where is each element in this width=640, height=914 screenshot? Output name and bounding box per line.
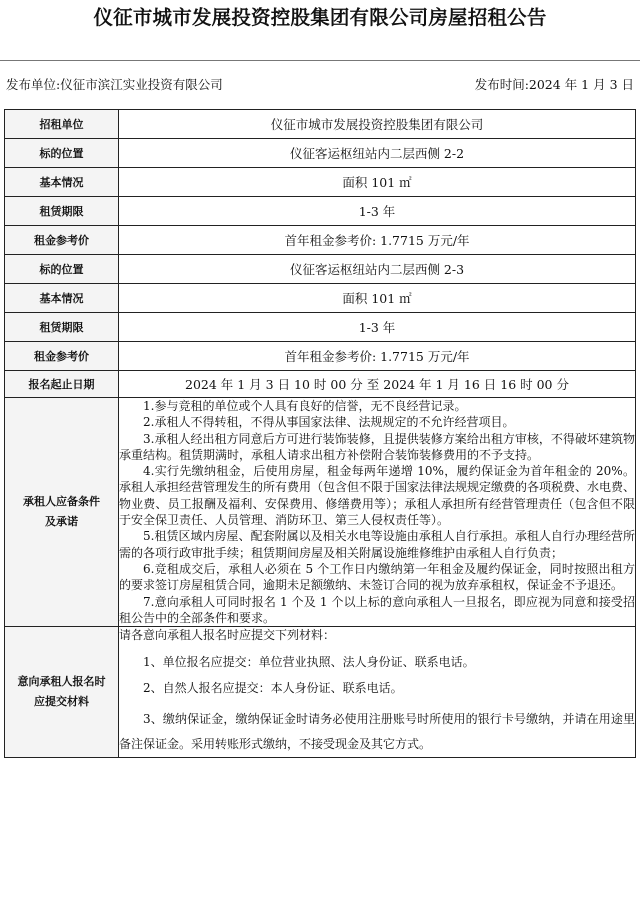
table-row bbox=[5, 371, 636, 398]
row-value: 仪征市城市发展投资控股集团有限公司 bbox=[119, 110, 636, 139]
table-row bbox=[5, 342, 636, 371]
table-row bbox=[5, 284, 636, 313]
publish-date: 2024 年 1 月 3 日 bbox=[528, 77, 634, 92]
condition-item: 1.参与竞租的单位或个人具有良好的信誉，无不良经营记录。 bbox=[143, 399, 467, 413]
conditions-label-line: 及承诺 bbox=[45, 515, 78, 529]
table-row bbox=[5, 313, 636, 342]
materials-label-line: 意向承租人报名时 bbox=[17, 674, 106, 688]
row-label: 标的位置 bbox=[5, 255, 119, 284]
table-row bbox=[5, 226, 636, 255]
row-value: 1-3 年 bbox=[119, 313, 636, 342]
material-item: 2、自然人报名应提交：本人身份证、联系电话。 bbox=[143, 681, 403, 696]
row-value: 1-3 年 bbox=[119, 197, 636, 226]
row-label: 招租单位 bbox=[5, 110, 119, 139]
table-row bbox=[5, 139, 636, 168]
table-row bbox=[5, 110, 636, 139]
row-label: 基本情况 bbox=[5, 284, 119, 313]
rental-info-table bbox=[4, 109, 636, 758]
materials-label-line: 应提交材料 bbox=[34, 694, 89, 708]
row-value: 首年租金参考价: 1.7715 万元/年 bbox=[119, 342, 636, 371]
row-label: 租金参考价 bbox=[5, 342, 119, 371]
page-title: 仪征市城市发展投资控股集团有限公司房屋招租公告 bbox=[93, 6, 547, 29]
row-value: 面积 101 ㎡ bbox=[119, 168, 636, 197]
row-label: 租赁期限 bbox=[5, 197, 119, 226]
date-label: 发布时间: bbox=[474, 77, 529, 92]
publisher-label: 发布单位: bbox=[6, 77, 61, 92]
condition-item: 6.竞租成交后，承租人必须在 5 个工作日内缴纳第一年租金及履约保证金，同时按照出租方的要求签订房屋租赁合同，逾期未足额缴纳、未签订合同的视为放弃承租权，保证金不予退还。 bbox=[119, 561, 635, 593]
row-label: 标的位置 bbox=[5, 139, 119, 168]
publisher-info bbox=[6, 75, 223, 93]
conditions-label-line: 承租人应备条件 bbox=[23, 495, 100, 509]
row-label: 报名起止日期 bbox=[5, 371, 119, 398]
row-value: 面积 101 ㎡ bbox=[119, 284, 636, 313]
publish-date-info bbox=[475, 75, 634, 93]
material-item: 3、缴纳保证金，缴纳保证金时请务必使用注册账号时所使用的银行卡号缴纳，并请在用途里备注保证金。采用转账形式缴纳，不接受现金及其它方式。 bbox=[119, 711, 635, 751]
table-row bbox=[5, 197, 636, 226]
publisher-name: 仪征市滨江实业投资有限公司 bbox=[60, 77, 223, 92]
condition-item: 3.承租人经出租方同意后方可进行装饰装修，且提供装修方案给出租方审核，不得破坏建筑物承重结构。租赁期满时，承租人请求出租方补偿附合装饰装修费用的不予支持。 bbox=[119, 431, 635, 462]
condition-item: 2.承租人不得转租，不得从事国家法律、法规规定的不允许经营项目。 bbox=[143, 415, 515, 430]
materials-intro: 请各意向承租人报名时应提交下列材料： bbox=[119, 628, 336, 643]
material-item: 1、单位报名应提交：单位营业执照、法人身份证、联系电话。 bbox=[143, 654, 475, 669]
materials-label bbox=[5, 627, 119, 758]
condition-item: 5.租赁区域内房屋、配套附属以及相关水电等设施由承租人自行承担。承租人自行办理经营所需的各项行政审批手续；租赁期间房屋及相关附属设施维修维护由承租人自行负责； bbox=[119, 529, 635, 560]
materials-content bbox=[119, 627, 636, 758]
table-row bbox=[5, 255, 636, 284]
row-label: 基本情况 bbox=[5, 168, 119, 197]
condition-item: 7.意向承租人可同时报名 1 个及 1 个以上标的意向承租人一旦报名，即应视为同意和接受招租公告中的全部条件和要求。 bbox=[119, 594, 635, 625]
conditions-row bbox=[5, 398, 636, 627]
row-label: 租赁期限 bbox=[5, 313, 119, 342]
condition-item: 4.实行先缴纳租金，后使用房屋，租金每两年递增 10%，履约保证金为首年租金的 20%。承租人承担经营管理发生的所有费用（包含但不限于国家法律法规规定缴费的各项税费、水电费、物业费、员工报酬及福利、安保费用、修缮费用等）；承租人承担所有经营管理责任（包含但不限于安全保卫责任、人员管理、消防环卫、第三人侵权责任等）。 bbox=[119, 464, 636, 528]
title-divider bbox=[0, 60, 640, 61]
table-row bbox=[5, 168, 636, 197]
conditions-content bbox=[119, 398, 636, 627]
row-value: 2024 年 1 月 3 日 10 时 00 分 至 2024 年 1 月 16 日 16 时 00 分 bbox=[119, 371, 636, 398]
materials-row bbox=[5, 627, 636, 758]
conditions-label bbox=[5, 398, 119, 627]
row-value: 首年租金参考价: 1.7715 万元/年 bbox=[119, 226, 636, 255]
row-value: 仪征客运枢纽站内二层西侧 2-2 bbox=[119, 139, 636, 168]
row-label: 租金参考价 bbox=[5, 226, 119, 255]
row-value: 仪征客运枢纽站内二层西侧 2-3 bbox=[119, 255, 636, 284]
